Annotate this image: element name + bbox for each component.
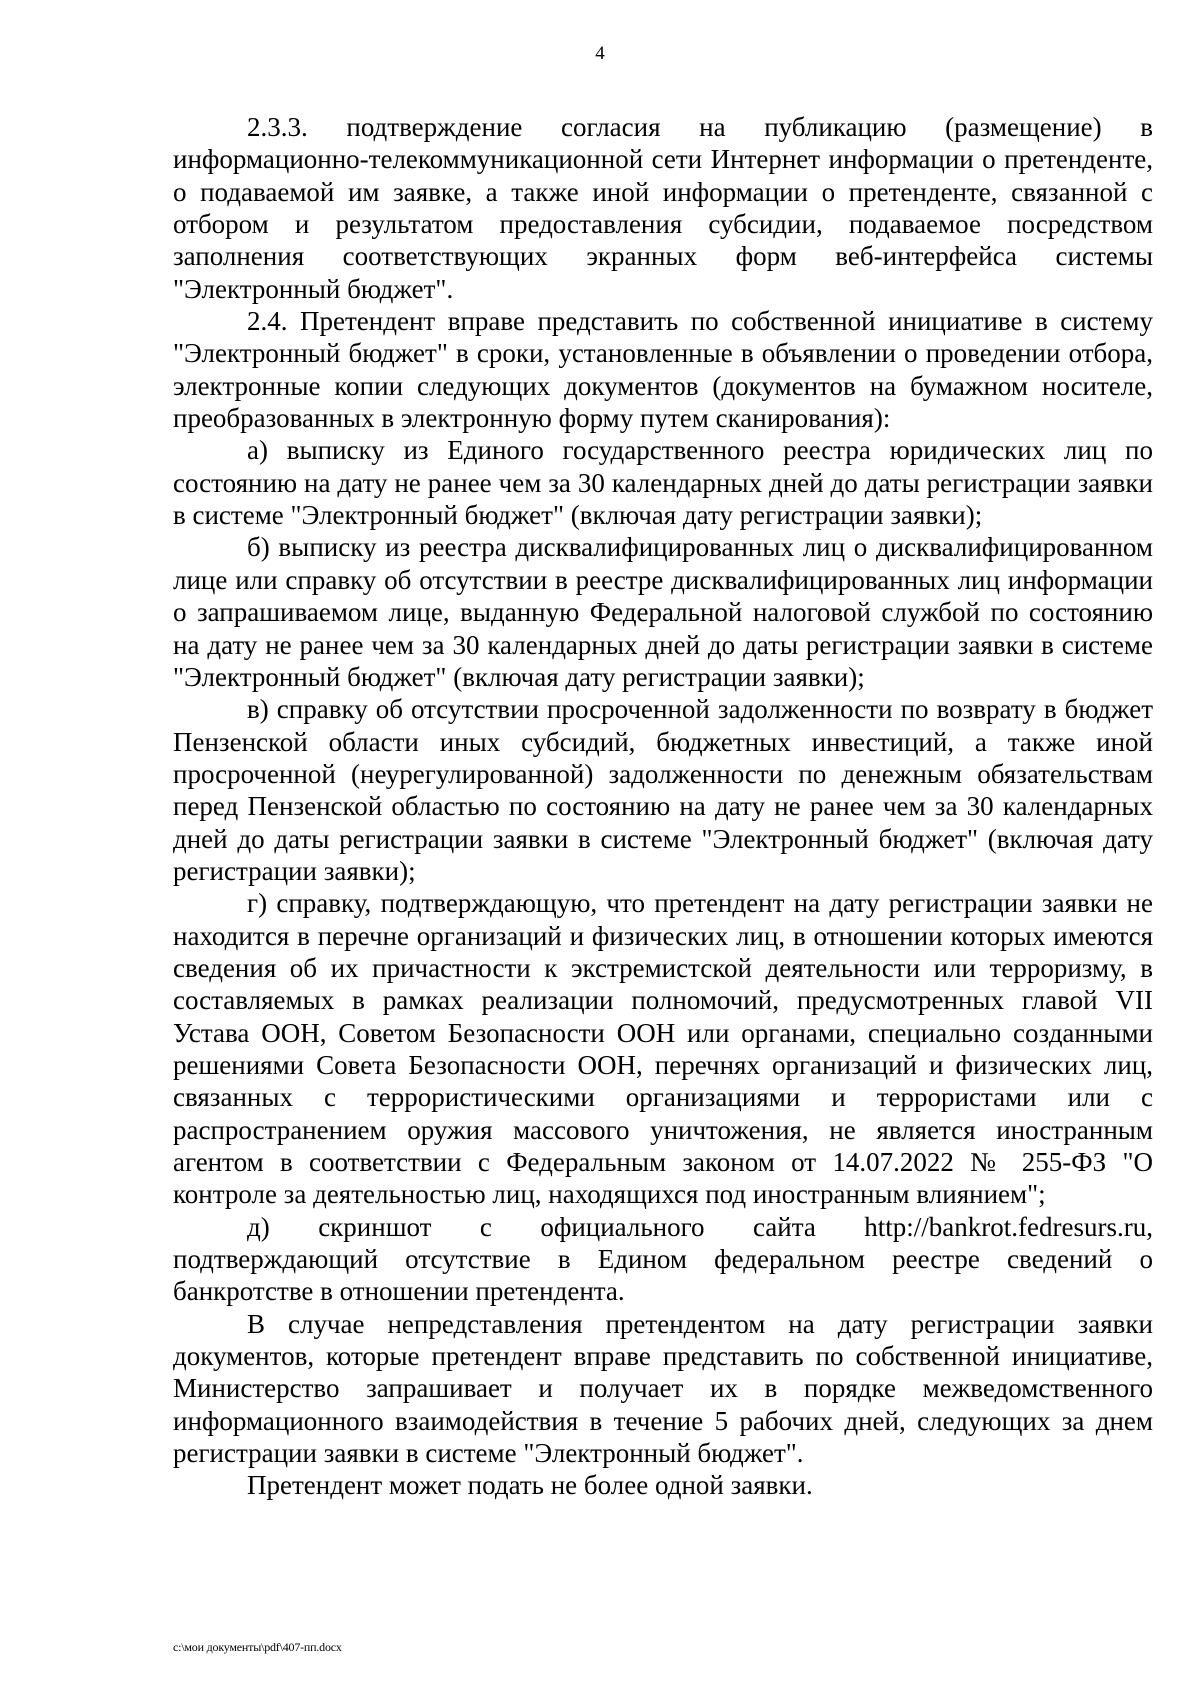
paragraph-2-4: 2.4. Претендент вправе представить по собственной инициативе в систему "Электронный бюджет" в сроки, установленные в объявлении о проведении отбора, электронные копии следующих документов (документов на бумажном носителе, преобразованных в электронную форму путем сканирования): [173, 306, 1153, 434]
document-body [173, 111, 1153, 1502]
list-item-d: д) скриншот с официального сайта http://bankrot.fedresurs.ru, подтверждающий отсутствие в Едином федеральном реестре сведений о банкротстве в отношении претендента. [173, 1211, 1153, 1307]
paragraph-2-3-3: 2.3.3. подтверждение согласия на публикацию (размещение) в информационно-телекоммуникационной сети Интернет информации о претенденте, о подаваемой им заявке, а также иной информации о претенденте, связанной с отбором и результатом предоставления субсидии, подаваемое посредством заполнения соответствующих экранных форм веб-интерфейса системы "Электронный бюджет". [173, 112, 1153, 304]
page-number: 4 [595, 43, 605, 64]
footer-file-path: c:\мои документы\pdf\407-пп.docx [173, 1640, 342, 1654]
list-item-g: г) справку, подтверждающую, что претендент на дату регистрации заявки не находится в перечне организаций и физических лиц, в отношении которых имеются сведения об их причастности к экстремистской деятельности или терроризму, в составляемых в рамках реализации полномочий, предусмотренных главой VII Устава ООН, Советом Безопасности ООН или органами, специально созданными решениями Совета Безопасности ООН, перечнях организаций и физических лиц, связанных с террористическими организациями и террористами или с распространением оружия массового уничтожения, не является иностранным агентом в соответствии с Федеральным законом от 14.07.2022 № 255-ФЗ "О контроле за деятельностью лиц, находящихся под иностранным влиянием"; [173, 888, 1153, 1210]
paragraph-non-submission: В случае непредставления претендентом на дату регистрации заявки документов, которые претендент вправе представить по собственной инициативе, Министерство запрашивает и получает их в порядке межведомственного информационного взаимодействия в течение 5 рабочих дней, следующих за днем регистрации заявки в системе "Электронный бюджет". [173, 1308, 1153, 1469]
list-item-v: в) справку об отсутствии просроченной задолженности по возврату в бюджет Пензенской области иных субсидий, бюджетных инвестиций, а также иной просроченной (неурегулированной) задолженности по денежным обязательствам перед Пензенской областью по состоянию на дату не ранее чем за 30 календарных дней до даты регистрации заявки в системе "Электронный бюджет" (включая дату регистрации заявки); [173, 694, 1153, 886]
paragraph-one-application: Претендент может подать не более одной заявки. [247, 1470, 813, 1501]
list-item-a: а) выписку из Единого государственного реестра юридических лиц по состоянию на дату не ранее чем за 30 календарных дней до даты регистрации заявки в системе "Электронный бюджет" (включая дату регистрации заявки); [173, 435, 1153, 531]
list-item-b: б) выписку из реестра дисквалифицированных лиц о дисквалифицированном лице или справку об отсутствии в реестре дисквалифицированных лиц информации о запрашиваемом лице, выданную Федеральной налоговой службой по состоянию на дату не ранее чем за 30 календарных дней до даты регистрации заявки в системе "Электронный бюджет" (включая дату регистрации заявки); [173, 532, 1153, 692]
